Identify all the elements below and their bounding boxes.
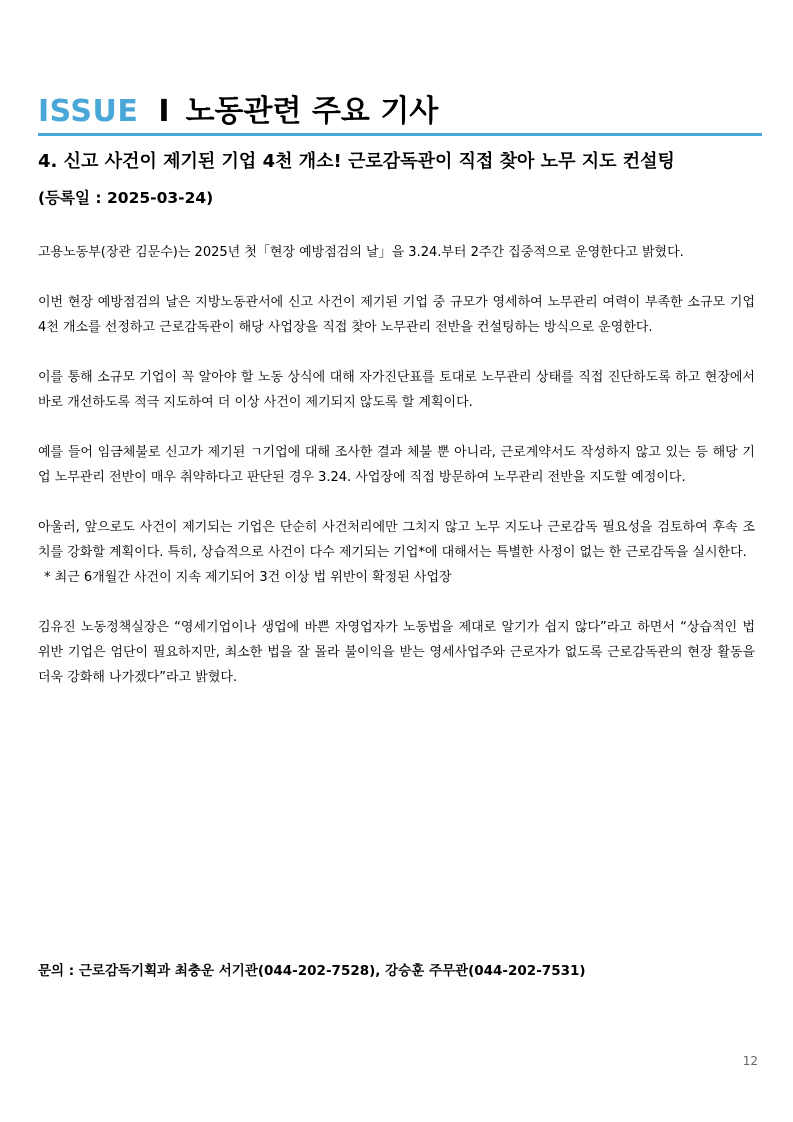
issue-label: ISSUE (38, 94, 139, 129)
closing-paragraph: 김유진 노동정책실장은 “영세기업이나 생업에 바쁜 자영업자가 노동법을 제대로 알기가 쉽지 않다”라고 하면서 “상습적인 법 위반 기업은 엄단이 필요하지만, 최소한 법을 잘 몰라 불이익을 받는 영세사업주와 근로자가 없도록 근로감독관의 현장 활동을 더욱 강화해 나가겠다”라고 밝혔다. (38, 620, 755, 685)
paragraph: 고용노동부(장관 김문수)는 2025년 첫「현장 예방점검의 날」을 3.24.부터 2주간 집중적으로 운영한다고 밝혔다. (38, 245, 684, 260)
paragraph: 예를 들어 임금체불로 신고가 제기된 ㄱ기업에 대해 조사한 결과 체불 뿐 아니라, 근로계약서도 작성하지 않고 있는 등 해당 기업 노무관리 전반이 매우 취약하다고 판단된 경우 3.24. 사업장에 직접 방문하여 노무관리 전반을 지도할 예정이다. (38, 445, 755, 485)
registration-date: (등록일 : 2025-03-24) (38, 189, 214, 207)
header-separator: I (158, 94, 170, 129)
article-title: 4. 신고 사건이 제기된 기업 4천 개소! 근로감독관이 직접 찾아 노무 지도 컨설팅 (38, 151, 675, 172)
paragraph: 이번 현장 예방점검의 날은 지방노동관서에 신고 사건이 제기된 기업 중 규모가 영세하여 노무관리 여력이 부족한 소규모 기업 4천 개소를 선정하고 근로감독관이 해당 사업장을 직접 찾아 노무관리 전반을 컨설팅하는 방식으로 운영한다. (38, 295, 755, 335)
article-body (38, 240, 755, 715)
header-line (38, 86, 762, 130)
page-number: 12 (742, 1054, 758, 1068)
header-divider (38, 133, 762, 136)
section-title: 노동관련 주요 기사 (185, 94, 439, 129)
paragraph: 이를 통해 소규모 기업이 꼭 알아야 할 노동 상식에 대해 자가진단표를 토대로 노무관리 상태를 직접 진단하도록 하고 현장에서 바로 개선하도록 적극 지도하여 더 이상 사건이 제기되지 않도록 할 계획이다. (38, 370, 755, 410)
paragraph: 아울러, 앞으로도 사건이 제기되는 기업은 단순히 사건처리에만 그치지 않고 노무 지도나 근로감독 필요성을 검토하여 후속 조치를 강화할 계획이다. 특히, 상습적으로 사건이 다수 제기되는 기업*에 대해서는 특별한 사정이 없는 한 근로감독을 실시한다. (38, 520, 755, 560)
page-header (38, 86, 762, 130)
footnote: * 최근 6개월간 사건이 지속 제기되어 3건 이상 법 위반이 확정된 사업장 (44, 570, 452, 585)
contact-info: 문의 : 근로감독기획과 최충운 서기관(044-202-7528), 강승훈 주무관(044-202-7531) (38, 963, 586, 979)
